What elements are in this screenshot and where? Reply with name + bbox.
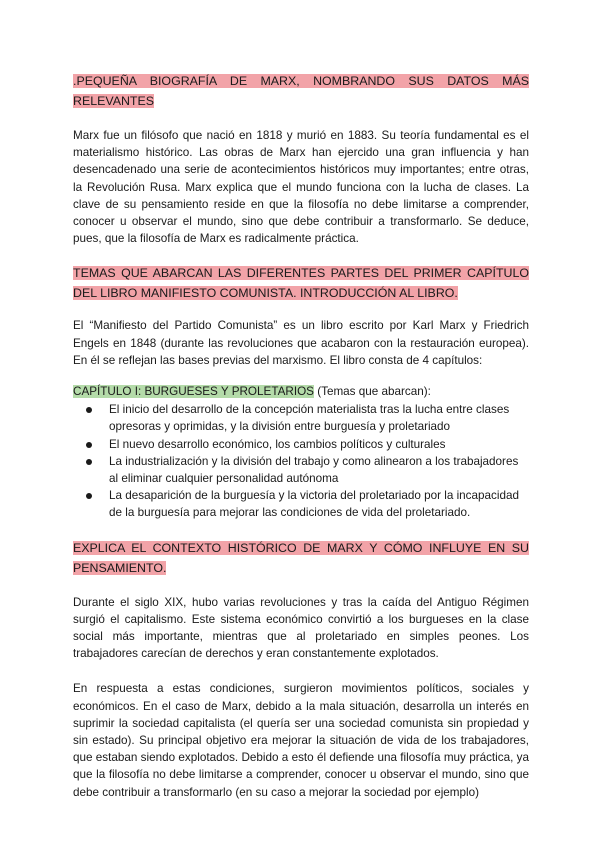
list-item: [73, 487, 529, 521]
bullet-icon: [86, 442, 92, 448]
bullet-icon: [86, 493, 92, 499]
list-item: [73, 401, 529, 435]
list-item-text: El inicio del desarrollo de la concepción materialista tras la lucha entre clases opresoras y oprimidas, y la división entre burguesía y proletariado: [109, 403, 510, 434]
heading-historical-context-text: EXPLICA EL CONTEXTO HISTÓRICO DE MARX Y CÓMO INFLUYE EN SU PENSAMIENTO.: [73, 540, 529, 575]
list-item-text: La industrialización y la división del trabajo y como alinearon a los trabajadores al eliminar cualquier personalidad autónoma: [109, 454, 519, 486]
paragraph-manifesto-intro: El “Manifiesto del Partido Comunista” es un libro escrito por Karl Marx y Friedrich Engels en 1848 (durante las revoluciones que acabaron con la restauración europea). En él se reflejan las bases previas del marxismo. El libro consta de 4 capítulos:: [73, 319, 529, 367]
heading-biography: [73, 71, 529, 111]
list-item: [73, 453, 529, 487]
chapter-topics-list: [73, 401, 529, 521]
bullet-icon: [86, 459, 92, 465]
chapter-title: CAPÍTULO I: BURGUESES Y PROLETARIOS: [73, 385, 314, 399]
heading-manifesto-topics: [73, 263, 529, 303]
paragraph-context: Durante el siglo XIX, hubo varias revoluciones y tras la caída del Antiguo Régimen surgió el capitalismo. Este sistema económico convirtió a los burgueses en la clase social más importante, mientras que al proletariado en simples peones. Los trabajadores carecían de derechos y eran constantemente explotados.: [73, 595, 529, 661]
list-item-text: El nuevo desarrollo económico, los cambios políticos y culturales: [109, 437, 446, 451]
bullet-icon: [86, 407, 92, 413]
heading-manifesto-topics-text: TEMAS QUE ABARCAN LAS DIFERENTES PARTES DEL PRIMER CAPÍTULO DEL LIBRO MANIFIESTO COMUNISTA. INTRODUCCIÓN AL LIBRO.: [73, 266, 529, 301]
list-item-text: La desaparición de la burguesía y la victoria del proletariado por la incapacidad de la burguesía para mejorar las condiciones de vida del proletariado.: [109, 489, 519, 520]
chapter-heading: [73, 383, 529, 400]
heading-biography-text: .PEQUEÑA BIOGRAFÍA DE MARX, NOMBRANDO SUS DATOS MÁS RELEVANTES: [73, 74, 529, 108]
heading-historical-context: [73, 538, 529, 578]
document-content: [73, 71, 529, 801]
paragraph-influence: En respuesta a estas condiciones, surgieron movimientos políticos, sociales y económicos. En el caso de Marx, debido a la mala situación, desarrolla un interés en suprimir la sociedad capitalista (el quería ser una sociedad comunista sin propiedad y sin estado). Su principal objetivo era mejorar la situación de vida de los trabajadores, que estaban siendo explotados. Debido a esto él defiende una filosofía muy práctica, ya que la filosofía no debe limitarse a comprender, conocer u observar el mundo, sino que debe contribuir a transformarlo (en su caso a mejorar la sociedad por ejemplo): [73, 682, 529, 799]
paragraph-biography: Marx fue un filósofo que nació en 1818 y murió en 1883. Su teoría fundamental es el materialismo histórico. Las obras de Marx han ejercido una gran influencia y han desencadenado una serie de acontecimientos históricos muy importantes; entre otras, la Revolución Rusa. Marx explica que el mundo funciona con la lucha de clases. La clave de su pensamiento reside en que la filosofía no debe limitarse a comprender, conocer u observar el mundo, sino que debe contribuir a transformarlo. Se deduce, pues, que la filosofía de Marx es radicalmente práctica.: [73, 129, 529, 246]
list-item: [73, 436, 529, 453]
chapter-note: (Temas que abarcan):: [313, 385, 431, 399]
